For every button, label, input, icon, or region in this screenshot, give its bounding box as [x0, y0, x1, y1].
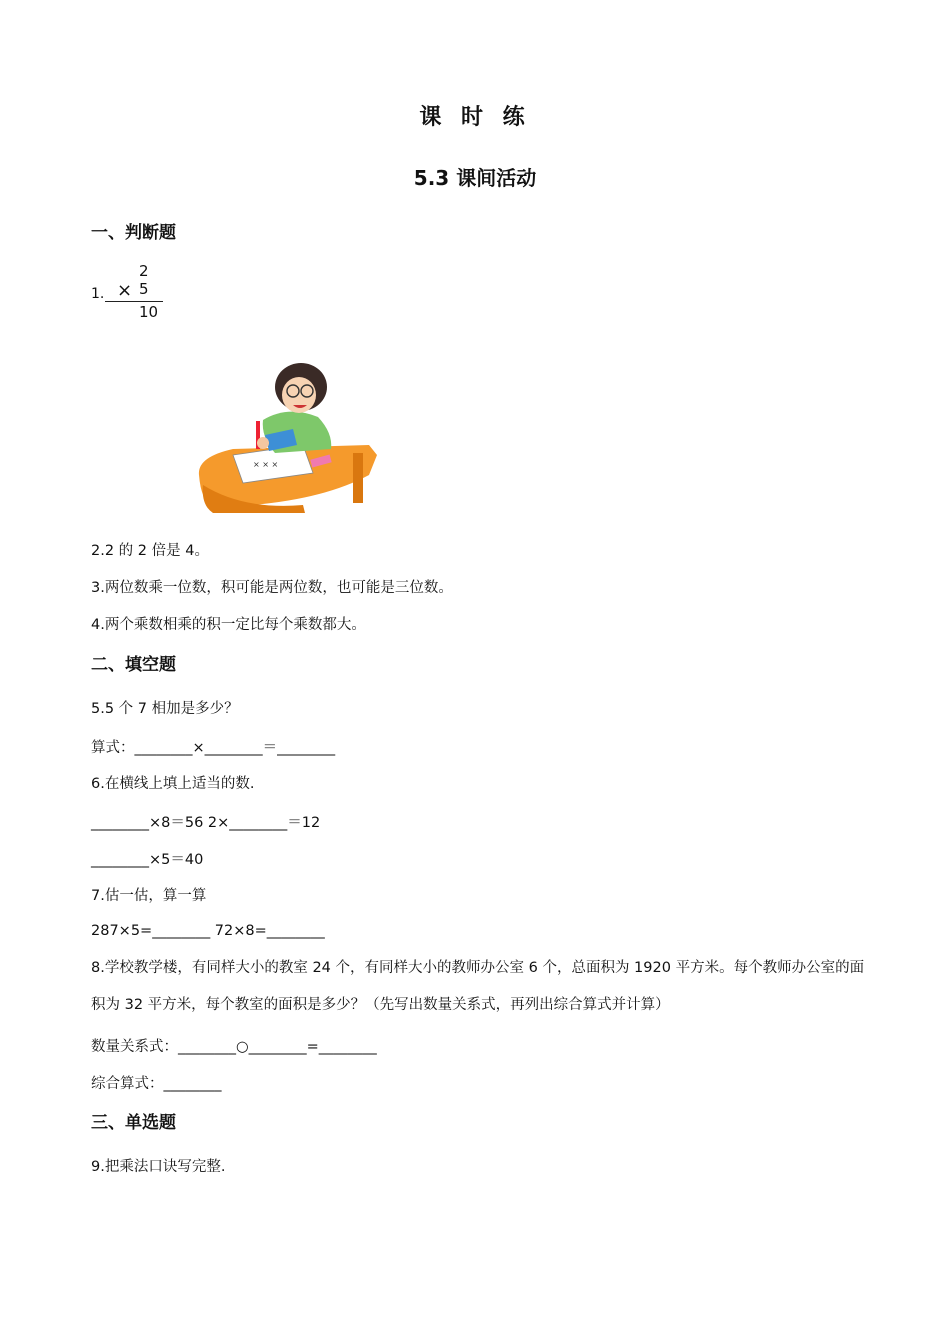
- product: 10: [139, 303, 159, 321]
- question-8-combined[interactable]: 综合算式：________: [91, 1076, 222, 1092]
- desk-leg: [353, 453, 363, 503]
- section-heading-judgement: 一、判断题: [91, 223, 176, 243]
- section-heading-fill-blank: 二、填空题: [91, 655, 176, 675]
- multiplier: 5: [139, 280, 149, 298]
- question-8: 8.学校教学楼，有同样大小的教室 24 个，有同样大小的教师办公室 6 个，总面积为 1920 平方米。每个教师办公室的面积为 32 平方米，每个教室的面积是多少？（先写出数量关系式，再列出综合算式并计算）: [91, 960, 865, 1013]
- question-6-line-1[interactable]: ________×8＝56 2×________＝12: [91, 815, 321, 831]
- question-8-relation[interactable]: 数量关系式：________○________=________: [91, 1039, 377, 1055]
- section-heading-single-choice: 三、单选题: [91, 1113, 176, 1133]
- times-sign: ×: [117, 280, 133, 301]
- question-6-line-2[interactable]: ________×5＝40: [91, 852, 204, 868]
- question-1-label: 1.: [91, 286, 105, 302]
- teacher-illustration: [193, 345, 383, 513]
- question-5: 5.5 个 7 相加是多少？: [91, 701, 239, 717]
- question-7: 7.估一估，算一算: [91, 888, 207, 904]
- page-title: 课 时 练: [419, 105, 531, 130]
- multiplicand: 2: [139, 262, 149, 280]
- question-2: 2.2 的 2 倍是 4。: [91, 543, 209, 559]
- question-6: 6.在横线上填上适当的数.: [91, 776, 255, 792]
- question-7-line-1[interactable]: 287×5=________ 72×8=________: [91, 923, 325, 939]
- hand: [257, 437, 269, 449]
- question-9: 9.把乘法口诀写完整.: [91, 1159, 226, 1175]
- page-subtitle: 5.3 课间活动: [413, 166, 537, 190]
- question-3: 3.两位数乘一位数，积可能是两位数，也可能是三位数。: [91, 580, 453, 596]
- question-5-formula[interactable]: 算式：________×________＝________: [91, 740, 336, 756]
- question-1-multiplication: [91, 262, 171, 324]
- question-4: 4.两个乘数相乘的积一定比每个乘数都大。: [91, 617, 366, 633]
- sum-rule: [105, 301, 163, 302]
- paper-marks: × × ×: [253, 460, 279, 469]
